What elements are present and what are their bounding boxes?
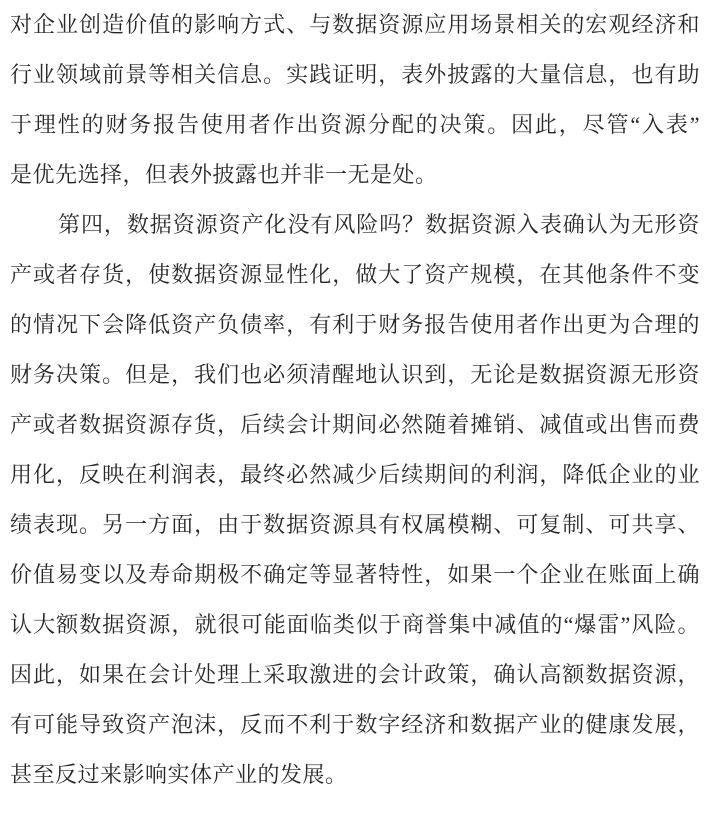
text-line: 用化，反映在利润表，最终必然减少后续期间的利润，降低企业的业	[10, 462, 700, 487]
text-line: 有可能导致资产泡沫，反而不利于数字经济和数据产业的健康发展，	[10, 712, 700, 737]
text-line: 对企业创造价值的影响方式、与数据资源应用场景相关的宏观经济和	[10, 12, 700, 37]
paragraph-1	[10, 0, 700, 200]
text-line: 价值易变以及寿命期极不确定等显著特性，如果一个企业在账面上确	[10, 562, 700, 587]
text-line: 产或者数据资源存货，后续会计期间必然随着摊销、减值或出售而费	[10, 412, 700, 437]
text-line: 的情况下会降低资产负债率，有利于财务报告使用者作出更为合理的	[10, 312, 700, 337]
text-line: 财务决策。但是，我们也必须清醒地认识到，无论是数据资源无形资	[10, 362, 700, 387]
text-line: 于理性的财务报告使用者作出资源分配的决策。因此，尽管“入表”	[10, 112, 700, 137]
text-line: 因此，如果在会计处理上采取激进的会计政策，确认高额数据资源，	[10, 662, 700, 687]
paragraph-2	[10, 200, 700, 800]
text-line: 产或者存货，使数据资源显性化，做大了资产规模，在其他条件不变	[10, 262, 700, 287]
text-line: 绩表现。另一方面，由于数据资源具有权属模糊、可复制、可共享、	[10, 512, 700, 537]
text-line: 甚至反过来影响实体产业的发展。	[10, 762, 348, 787]
text-line: 认大额数据资源，就很可能面临类似于商誉集中减值的“爆雷”风险。	[10, 612, 700, 637]
text-line: 第四，数据资源资产化没有风险吗？数据资源入表确认为无形资	[58, 212, 700, 237]
text-line: 是优先选择，但表外披露也并非一无是处。	[10, 162, 438, 187]
text-line: 行业领域前景等相关信息。实践证明，表外披露的大量信息，也有助	[10, 62, 700, 87]
